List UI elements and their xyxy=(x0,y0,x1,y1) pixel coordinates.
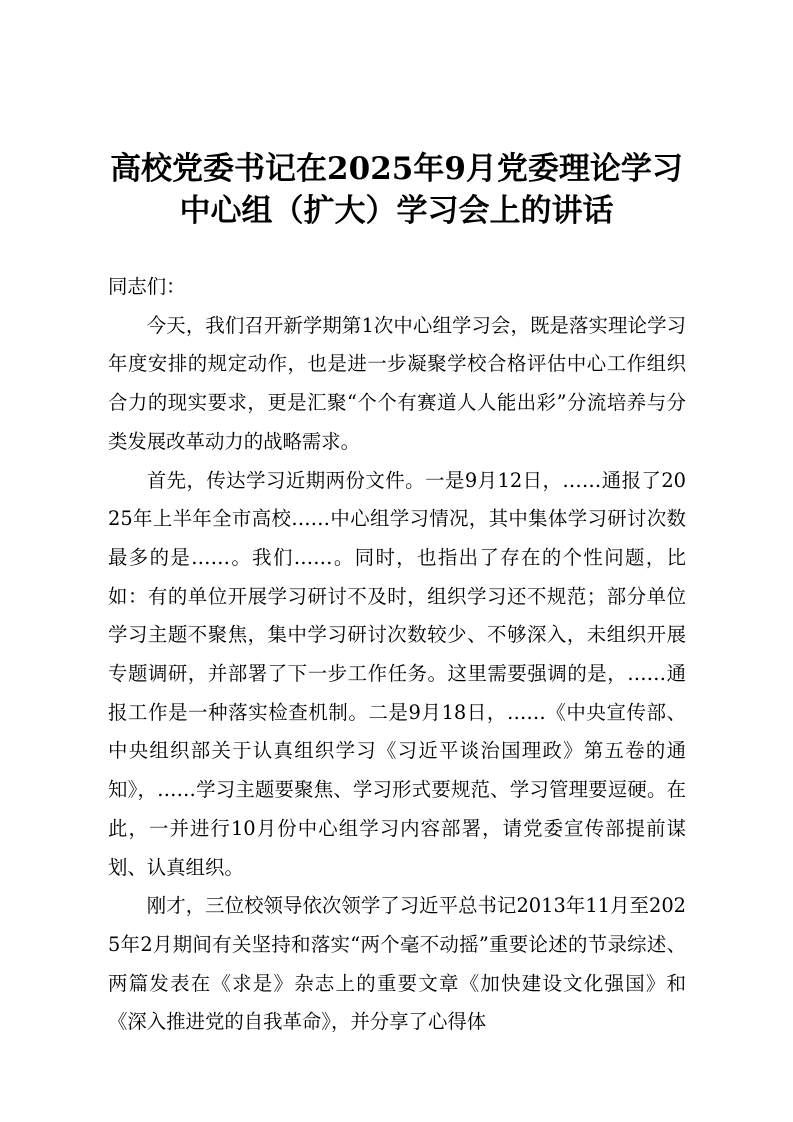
paragraph-documents: 首先，传达学习近期两份文件。一是9月12日，……通报了2025年上半年全市高校……中心组学习情况，其中集体学习研讨次数最多的是……。我们……。同时，也指出了存在的个性问题，比如：有的单位开展学习研讨不及时，组织学习还不规范；部分单位学习主题不聚焦，集中学习研讨次数较少、不够深入，未组织开展专题调研，并部署了下一步工作任务。这里需要强调的是，……通报工作是一种落实检查机制。二是9月18日，……《中央宣传部、中央组织部关于认真组织学习《习近平谈治国理政》第五卷的通知》，……学习主题要聚焦、学习形式要规范、学习管理要逗硬。在此，一并进行10月份中心组学习内容部署，请党委宣传部提前谋划、认真组织。 xyxy=(108,468,686,879)
document-body xyxy=(108,268,686,1042)
salutation: 同志们： xyxy=(108,275,186,298)
title-line-1: 高校党委书记在2025年9月党委理论学习 xyxy=(110,151,683,187)
title-line-2: 中心组（扩大）学习会上的讲话 xyxy=(179,193,614,229)
paragraph-study-review: 刚才，三位校领导依次领学了习近平总书记2013年11月至2025年2月期间有关坚持和落实“两个毫不动摇”重要论述的节录综述、两篇发表在《求是》杂志上的重要文章《加快建设文化强国》和《深入推进党的自我革命》，并分享了心得体 xyxy=(108,894,686,1034)
document-title xyxy=(80,148,713,232)
paragraph-opening: 今天，我们召开新学期第1次中心组学习会，既是落实理论学习年度安排的规定动作，也是进一步凝聚学校合格评估中心工作组织合力的现实要求，更是汇聚“个个有赛道人人能出彩”分流培养与分类发展改革动力的战略需求。 xyxy=(108,313,686,453)
